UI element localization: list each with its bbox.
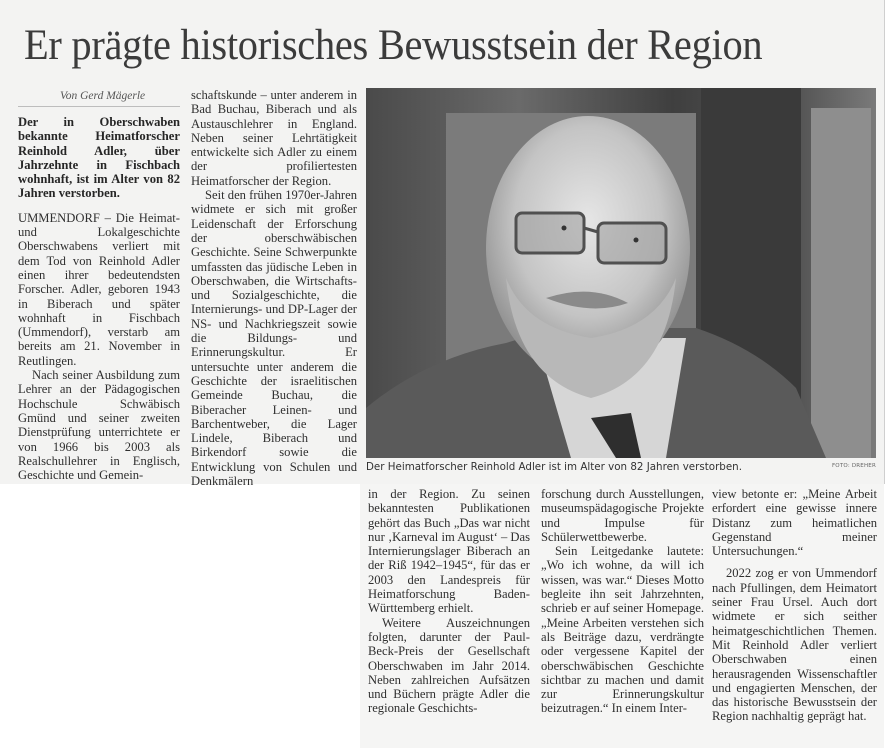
article-headline: Er prägte historisches Bewusstsein der Region	[24, 22, 763, 69]
photo-caption	[366, 461, 876, 473]
portrait-photo	[366, 88, 876, 458]
paragraph: Sein Leitgedanke lautete: „Wo ich wohne, da will ich wissen, was war.“ Dieses Motto begleite ihn seit Jahrzehnten, schrieb er auf seiner Homepage. „Meine Arbeiten verstehen sich als Beiträge dazu, verdrängte oder vergessene Kapitel der oberschwäbischen Geschichte sichtbar zu machen und damit zur Erinnerungskultur beizutragen.“ In einem Inter-	[541, 544, 704, 716]
paragraph: UMMENDORF – Die Heimat- und Lokalgeschichte Oberschwabens verliert mit dem Tod von Reinhold Adler einen ihrer bedeutendsten Forscher. Adler, geboren 1943 in Biberach und später wohnhaft in Fischbach (Ummendorf), verstarb am bereits am 21. November in Reutlingen.	[18, 210, 180, 368]
column-5	[712, 487, 877, 724]
paragraph: Nach seiner Ausbildung zum Lehrer an der Pädagogischen Hochschule Schwäbisch Gmünd und seiner zweiten Dienstprüfung unterrichtete er von 1966 bis 2003 als Realschullehrer in Englisch, Geschichte und Gemein-	[18, 368, 180, 483]
photo-credit: FOTO: DREHER	[831, 463, 876, 469]
paragraph: forschung durch Ausstellungen, museumspädagogische Projekte und Impulse für Schülerwettbewerbe.	[541, 487, 704, 544]
column-2	[191, 88, 357, 488]
paragraph: schaftskunde – unter anderem in Bad Buchau, Biberach und als Austauschlehrer in England. Neben seiner Lehrtätigkeit entwickelte sich Adler zu einem der profiliertesten Heimatforscher der Region.	[191, 88, 357, 188]
column-3	[368, 487, 530, 716]
column-4	[541, 487, 704, 716]
paragraph: view betonte er: „Meine Arbeit erfordert eine gewisse innere Distanz zum heimatlichen Gegenstand meiner Untersuchungen.“	[712, 487, 877, 559]
paragraph: Seit den frühen 1970er-Jahren widmete er sich mit großer Leidenschaft der Erforschung der oberschwäbischen Geschichte. Seine Schwerpunkte umfassten das jüdische Leben in Oberschwaben, die Wirtschafts- und Sozialgeschichte, die Internierungs- und DP-Lager der NS- und Nachkriegszeit sowie die Bildungs- und Erinnerungskultur. Er untersuchte unter anderem die Geschichte der israelitischen Gemeinde Buchau, die Biberacher Leinen- und Barchentweber, die Lager Lindele, Biberach und Birkendorf sowie die Entwicklung von Schulen und Denkmälern	[191, 188, 357, 489]
paragraph: in der Region. Zu seinen bekanntesten Publikationen gehört das Buch „Das war nicht nur ‚Karneval im August‘ – Das Internierungslager Biberach an der Riß 1942–1945“, für das er 2003 den Landespreis für Heimatforschung Baden-Württemberg erhielt.	[368, 487, 530, 616]
article-lead: Der in Oberschwaben bekannte Heimatforscher Reinhold Adler, über Jahrzehnte in Fischbach wohnhaft, ist im Alter von 82 Jahren verstorben.	[18, 115, 180, 201]
paragraph: 2022 zog er von Ummendorf nach Pfullingen, dem Heimatort seiner Frau Ursel. Auch dort widmete er sich seither heimatgeschichtlichen Themen. Mit Reinhold Adler verliert Oberschwaben einen herausragenden Wissenschaftler und engagierten Menschen, der das historische Bewusstsein der Region nachhaltig geprägt hat.	[712, 566, 877, 724]
caption-text: Der Heimatforscher Reinhold Adler ist im Alter von 82 Jahren verstorben.	[366, 461, 742, 473]
paragraph: Weitere Auszeichnungen folgten, darunter der Paul-Beck-Preis der Gesellschaft Oberschwaben im Jahr 2014. Neben zahlreichen Aufsätzen und Büchern prägte Adler die regionale Geschichts-	[368, 615, 530, 716]
portrait-image	[366, 88, 876, 458]
byline: Von Gerd Mägerle	[60, 90, 146, 102]
column-1	[18, 115, 180, 482]
byline-divider	[18, 106, 180, 107]
